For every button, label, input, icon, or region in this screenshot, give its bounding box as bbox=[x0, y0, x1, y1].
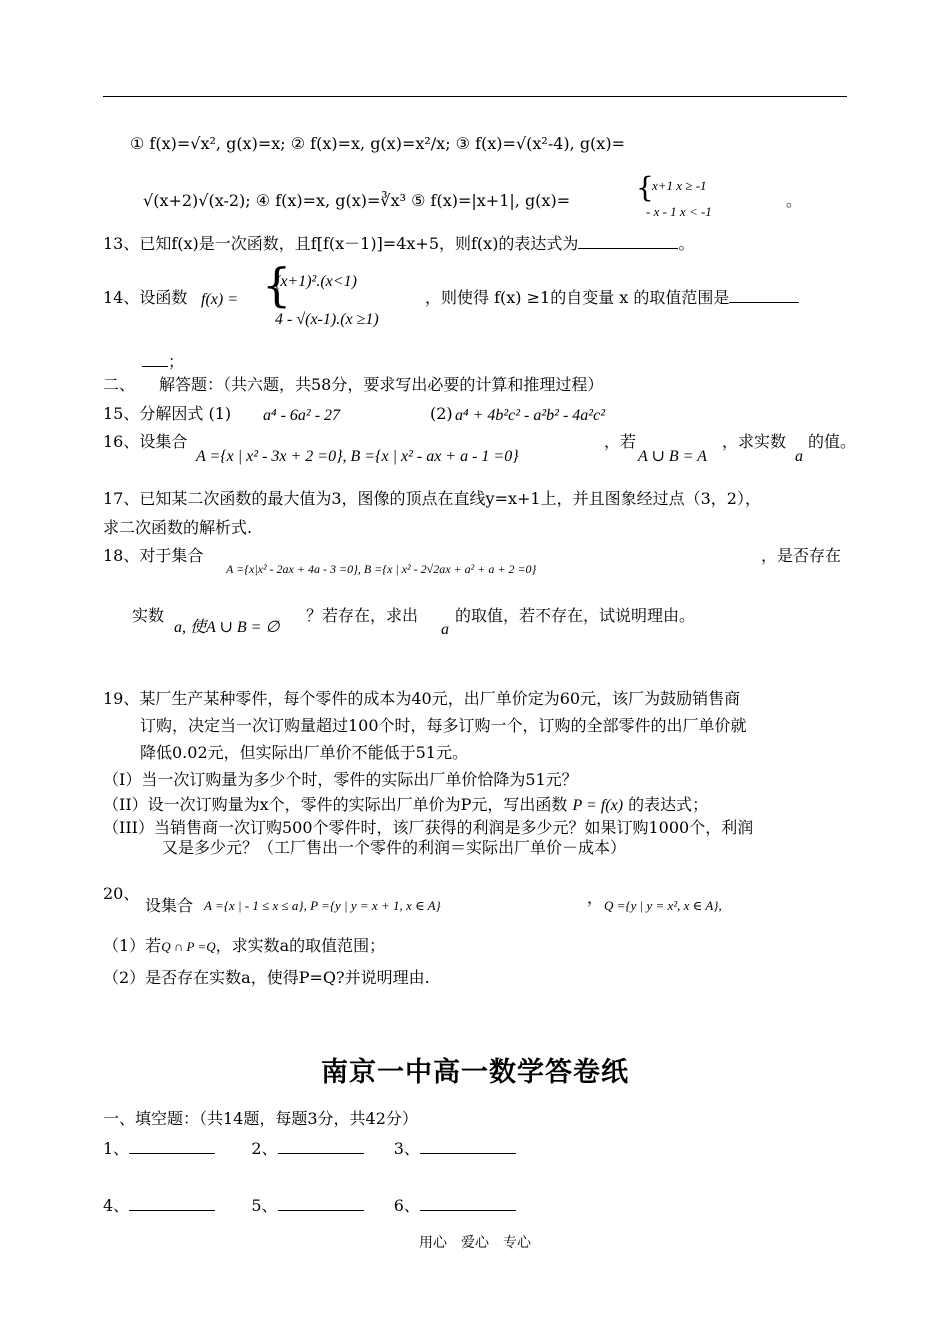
q20-sets: A ={x | - 1 ≤ x ≤ a}, P ={y | y = x + 1, x ∈ A} bbox=[204, 898, 441, 913]
answer-label-6: 6、 bbox=[393, 1196, 420, 1215]
section2-heading: 二、 解答题：（共六题，共58分，要求写出必要的计算和推理过程） bbox=[103, 375, 604, 394]
q16-label: 16、设集合 bbox=[103, 432, 188, 451]
answer-label-4: 4、 bbox=[103, 1196, 130, 1215]
q16-mid: ，若 bbox=[604, 432, 637, 451]
answer-sheet-title: 南京一中高一数学答卷纸 bbox=[321, 1057, 629, 1088]
q12-case1: x+1 x ≥ -1 bbox=[652, 178, 707, 193]
answer-row-2 bbox=[103, 1196, 516, 1215]
q20-part1-math: Q ∩ P =Q bbox=[161, 939, 216, 954]
q19-line1: 19、某厂生产某种零件，每个零件的成本为40元，出厂单价定为60元，该厂为鼓励销售商 bbox=[103, 689, 741, 708]
answer-blank-6[interactable] bbox=[420, 1196, 516, 1211]
q20-sep: ， bbox=[587, 888, 604, 907]
q16-end: ，求实数 bbox=[722, 432, 787, 451]
q17-line2: 求二次函数的解析式. bbox=[103, 518, 253, 537]
q18-sets: A ={x|x² - 2ax + 4a - 3 =0}, B ={x | x² - 2√2ax + a² + a + 2 =0} bbox=[226, 562, 537, 576]
answer-section1: 一、填空题：（共14题，每题3分，共42分） bbox=[103, 1109, 418, 1128]
q17-line1: 17、已知某二次函数的最大值为3，图像的顶点在直线y=x+1上，并且图象经过点（3，2）， bbox=[103, 489, 761, 508]
answer-blank-1[interactable] bbox=[129, 1139, 215, 1154]
q20-part1 bbox=[103, 936, 385, 955]
q19-part1: （I）当一次订购量为多少个时，零件的实际出厂单价恰降为51元？ bbox=[103, 770, 578, 789]
q12-line2 bbox=[143, 191, 570, 210]
q18-end: ，是否存在 bbox=[761, 546, 842, 565]
answer-blank-2[interactable] bbox=[278, 1139, 364, 1154]
q15-label: 15、分解因式 (1) bbox=[103, 404, 232, 423]
q19-part2-text: （II）设一次订购量为x个，零件的实际出厂单价为P元，写出函数 bbox=[103, 795, 568, 814]
q19-line3: 降低0.02元，但实际出厂单价不能低于51元。 bbox=[140, 743, 468, 762]
answer-label-5: 5、 bbox=[251, 1196, 278, 1215]
q15-expr1: a⁴ - 6a² - 27 bbox=[263, 407, 341, 424]
q12-line1: ① f(x)=√x², g(x)=x; ② f(x)=x, g(x)=x²/x; ③ f(x)=√(x²-4), g(x)= bbox=[130, 134, 625, 153]
q18-var: a bbox=[441, 621, 449, 638]
answer-blank-3[interactable] bbox=[420, 1139, 516, 1154]
answer-row-1 bbox=[103, 1139, 516, 1158]
q13-end: 。 bbox=[678, 234, 695, 253]
q20-part1-text: （1）若 bbox=[103, 936, 162, 955]
answer-label-1: 1、 bbox=[103, 1139, 130, 1158]
q15-label2: (2) bbox=[430, 404, 453, 423]
q14-tail-text: ； bbox=[168, 352, 185, 371]
q13-text: 13、已知f(x)是一次函数，且f[f(x－1)]=4x+5，则f(x)的表达式为 bbox=[103, 234, 579, 253]
q16-sets: A ={x | x² - 3x + 2 =0}, B ={x | x² - ax + a - 1 =0} bbox=[196, 448, 519, 465]
page-footer: 用心 爱心 专心 bbox=[419, 1235, 531, 1251]
q14-middle bbox=[425, 288, 799, 307]
q20-label: 20、 bbox=[103, 884, 140, 903]
q14-blank-a bbox=[729, 288, 799, 303]
q20-text: 设集合 bbox=[145, 896, 194, 915]
q14-brace: { bbox=[262, 258, 292, 312]
q12-case2: - x - 1 x < -1 bbox=[646, 204, 712, 219]
q12-line2-text: √(x+2)√(x-2); ④ f(x)=x, g(x)=∛x³ ⑤ f(x)=|x+1|, g(x)= bbox=[143, 191, 571, 210]
q20-part1-end: ，求实数a的取值范围； bbox=[215, 936, 386, 955]
q16-var: a bbox=[795, 448, 803, 465]
answer-label-3: 3、 bbox=[393, 1139, 420, 1158]
answer-blank-5[interactable] bbox=[278, 1196, 364, 1211]
q19-part3a: （III）当销售商一次订购500个零件时，该厂获得的利润是多少元？如果订购1000个，利润 bbox=[103, 818, 754, 837]
q18-line2m: a, 使A ∪ B = ∅ bbox=[174, 619, 280, 636]
q14-fx: f(x) = bbox=[201, 291, 238, 308]
q19-line2: 订购，决定当一次订购量超过100个时，每多订购一个，订购的全部零件的出厂单价就 bbox=[140, 716, 747, 735]
q14-case2: 4 - √(x-1).(x ≥1) bbox=[275, 311, 379, 328]
q20-part2: （2）是否存在实数a，使得P=Q?并说明理由. bbox=[103, 968, 430, 987]
answer-label-2: 2、 bbox=[251, 1139, 278, 1158]
q14-blank-b bbox=[142, 352, 168, 367]
q13-blank bbox=[578, 234, 678, 249]
q12-end: 。 bbox=[786, 191, 803, 210]
q12-brace: { bbox=[636, 171, 654, 204]
header-rule bbox=[103, 96, 847, 97]
q14-tail bbox=[142, 352, 184, 371]
q19-part3b: 又是多少元？（工厂售出一个零件的利润＝实际出厂单价－成本） bbox=[162, 838, 627, 857]
q19-part2 bbox=[103, 795, 708, 815]
q18-line2c: 的取值，若不存在，试说明理由。 bbox=[455, 606, 696, 625]
q16-tail: 的值。 bbox=[808, 432, 857, 451]
q18-label: 18、对于集合 bbox=[103, 546, 204, 565]
q18-line2a: 实数 bbox=[132, 606, 165, 625]
q16-cond: A ∪ B = A bbox=[638, 448, 707, 465]
q15-expr2: a⁴ + 4b²c² - a²b² - 4a²c² bbox=[455, 407, 605, 424]
q14-prefix: 14、设函数 bbox=[103, 288, 188, 307]
q13 bbox=[103, 234, 694, 253]
q19-part2-math: P = f(x) bbox=[572, 797, 624, 814]
q18-line2b: ？若存在，求出 bbox=[306, 606, 419, 625]
answer-blank-4[interactable] bbox=[129, 1196, 215, 1211]
q20-q: Q ={y | y = x², x ∈ A}, bbox=[604, 898, 722, 913]
q14-middle-text: ，则使得 f(x) ≥1的自变量 x 的取值范围是 bbox=[425, 288, 730, 307]
q19-part2-end: 的表达式； bbox=[628, 795, 709, 814]
q14-case1: (x+1)².(x<1) bbox=[275, 273, 357, 290]
